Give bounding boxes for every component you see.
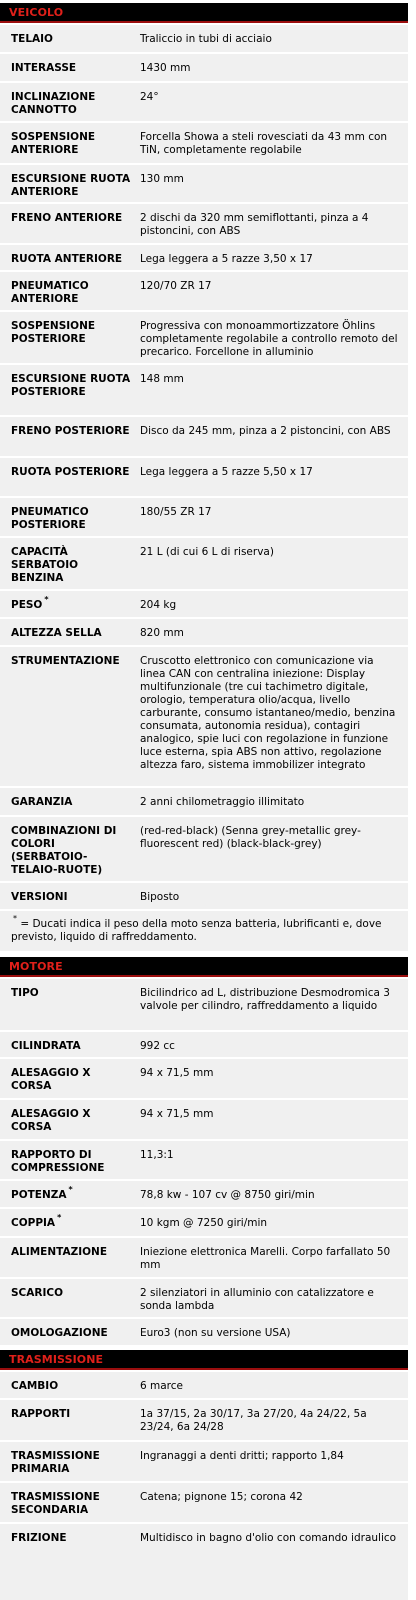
spec-label: TELAIO bbox=[11, 33, 53, 45]
spec-label: PNEUMATICO POSTERIORE bbox=[11, 506, 89, 531]
spec-value: Multidisco in bagno d'olio con comando idraulico bbox=[140, 1532, 397, 1544]
spec-value: Forcella Showa a steli rovesciati da 43 mm con TiN, completamente regolabile bbox=[140, 131, 388, 156]
spec-label: ALESAGGIO X CORSA bbox=[11, 1108, 91, 1133]
spec-label: CILINDRATA bbox=[11, 1040, 81, 1052]
section-title: MOTORE bbox=[9, 960, 63, 973]
spec-value: 180/55 ZR 17 bbox=[140, 506, 212, 518]
spec-label: SOSPENSIONE POSTERIORE bbox=[11, 320, 96, 345]
spec-row-omologazione bbox=[0, 1319, 408, 1347]
spec-value: 24° bbox=[140, 91, 159, 103]
spec-label: CAPACITÀ SERBATOIO BENZINA bbox=[11, 546, 79, 584]
spec-row-freno-anteriore bbox=[0, 204, 408, 245]
spec-row-sospensione-posteriore bbox=[0, 312, 408, 365]
spec-label: COMBINAZIONI DI COLORI (SERBATOIO-TELAIO-RUOTE) bbox=[11, 825, 117, 876]
spec-label: RUOTA POSTERIORE bbox=[11, 466, 130, 478]
spec-label: STRUMENTAZIONE bbox=[11, 655, 120, 667]
section-header-veicolo bbox=[0, 3, 408, 23]
spec-label bbox=[11, 1184, 131, 1202]
spec-label bbox=[11, 594, 131, 612]
footnote-marker: * bbox=[68, 1184, 73, 1194]
spec-row-combinazioni-colori bbox=[0, 817, 408, 883]
spec-row-peso bbox=[0, 591, 408, 619]
spec-label: TIPO bbox=[11, 987, 39, 999]
spec-row-rapporto-compressione bbox=[0, 1141, 408, 1181]
section-title: TRASMISSIONE bbox=[9, 1353, 104, 1366]
spec-value: Biposto bbox=[140, 891, 180, 903]
spec-value: 94 x 71,5 mm bbox=[140, 1067, 214, 1079]
spec-label-text: PESO bbox=[11, 599, 43, 611]
spec-value: 1430 mm bbox=[140, 62, 191, 74]
spec-value: 10 kgm @ 7250 giri/min bbox=[140, 1217, 268, 1229]
spec-value: Bicilindrico ad L, distribuzione Desmodromica 3 valvole per cilindro, raffreddamento a liquido bbox=[140, 987, 390, 1012]
spec-row-cambio bbox=[0, 1372, 408, 1400]
footnote-text bbox=[11, 913, 403, 944]
spec-row-altezza-sella bbox=[0, 619, 408, 647]
spec-row-scarico bbox=[0, 1279, 408, 1319]
spec-label: TRASMISSIONE PRIMARIA bbox=[11, 1450, 100, 1475]
spec-row-pneumatico-posteriore bbox=[0, 498, 408, 538]
spec-row-alesaggio-corsa-2 bbox=[0, 1100, 408, 1141]
spec-label: OMOLOGAZIONE bbox=[11, 1327, 108, 1339]
spec-label: RAPPORTI bbox=[11, 1408, 71, 1420]
spec-label: PNEUMATICO ANTERIORE bbox=[11, 280, 89, 305]
spec-value: 2 anni chilometraggio illimitato bbox=[140, 796, 305, 808]
spec-value: 2 silenziatori in alluminio con catalizzatore e sonda lambda bbox=[140, 1287, 374, 1312]
footnote-body: = Ducati indica il peso della moto senza batteria, lubrificanti e, dove previsto, liquido di raffreddamento. bbox=[11, 918, 382, 943]
spec-row-escursione-ruota-anteriore bbox=[0, 165, 408, 204]
spec-label: INCLINAZIONE CANNOTTO bbox=[11, 91, 96, 116]
spec-label: ESCURSIONE RUOTA POSTERIORE bbox=[11, 373, 131, 398]
spec-value: Lega leggera a 5 razze 5,50 x 17 bbox=[140, 466, 313, 478]
spec-value: Lega leggera a 5 razze 3,50 x 17 bbox=[140, 253, 313, 265]
spec-row-strumentazione bbox=[0, 647, 408, 788]
spec-value: 1a 37/15, 2a 30/17, 3a 27/20, 4a 24/22, 5a 23/24, 6a 24/28 bbox=[140, 1408, 367, 1433]
spec-row-freno-posteriore bbox=[0, 417, 408, 458]
spec-label: SOSPENSIONE ANTERIORE bbox=[11, 131, 96, 156]
spec-label: VERSIONI bbox=[11, 891, 68, 903]
spec-value: 78,8 kw - 107 cv @ 8750 giri/min bbox=[140, 1189, 315, 1201]
spec-value: Iniezione elettronica Marelli. Corpo farfallato 50 mm bbox=[140, 1246, 391, 1271]
spec-row-interasse bbox=[0, 54, 408, 83]
spec-value: 21 L (di cui 6 L di riserva) bbox=[140, 546, 274, 558]
spec-row-ruota-posteriore bbox=[0, 458, 408, 498]
spec-label: GARANZIA bbox=[11, 796, 73, 808]
spec-label: TRASMISSIONE SECONDARIA bbox=[11, 1491, 100, 1516]
spec-row-cilindrata bbox=[0, 1032, 408, 1059]
spec-row-capacita-serbatoio bbox=[0, 538, 408, 591]
spec-label: SCARICO bbox=[11, 1287, 64, 1299]
spec-value: Disco da 245 mm, pinza a 2 pistoncini, con ABS bbox=[140, 425, 391, 437]
spec-label: RAPPORTO DI COMPRESSIONE bbox=[11, 1149, 105, 1174]
spec-row-rapporti bbox=[0, 1400, 408, 1442]
spec-label: CAMBIO bbox=[11, 1380, 59, 1392]
spec-label-text: COPPIA bbox=[11, 1217, 56, 1229]
spec-value: Euro3 (non su versione USA) bbox=[140, 1327, 291, 1339]
spec-value: (red-red-black) (Senna grey-metallic grey-fluorescent red) (black-black-grey) bbox=[140, 825, 361, 850]
spec-label: ALTEZZA SELLA bbox=[11, 627, 102, 639]
section-header-motore bbox=[0, 957, 408, 977]
spec-value: 992 cc bbox=[140, 1040, 175, 1052]
spec-row-coppia bbox=[0, 1209, 408, 1238]
spec-row-garanzia bbox=[0, 788, 408, 817]
spec-value: 6 marce bbox=[140, 1380, 183, 1392]
spec-value: Progressiva con monoammortizzatore Öhlins completamente regolabile a controllo remoto del precarico. Forcellone in alluminio bbox=[140, 320, 398, 358]
section-header-trasmissione bbox=[0, 1350, 408, 1370]
spec-value: Traliccio in tubi di acciaio bbox=[140, 33, 272, 45]
footnote-marker: * bbox=[13, 913, 17, 923]
spec-row-sospensione-anteriore bbox=[0, 123, 408, 165]
spec-label: FRENO POSTERIORE bbox=[11, 425, 130, 437]
spec-label bbox=[11, 1212, 131, 1230]
section-title: VEICOLO bbox=[9, 6, 64, 19]
spec-value: 11,3:1 bbox=[140, 1149, 174, 1161]
spec-row-telaio bbox=[0, 25, 408, 54]
spec-label: ALESAGGIO X CORSA bbox=[11, 1067, 91, 1092]
spec-value: 204 kg bbox=[140, 599, 177, 611]
spec-value: Catena; pignone 15; corona 42 bbox=[140, 1491, 303, 1503]
spec-label: ESCURSIONE RUOTA ANTERIORE bbox=[11, 173, 131, 198]
spec-value: Cruscotto elettronico con comunicazione via linea CAN con centralina iniezione: Display multifunzionale (tre cui tachimetro digitale, orologio, temperatura olio/acqua, livello carburante, consumo istantaneo/medio, benzina consumata, autonomia residua), contagiri analogico, spie luci con regolazione in funzione luce esterna, spia ABS non attivo, regolazione altezza faro, sistema immobilizer integrato bbox=[140, 655, 396, 771]
spec-value: 820 mm bbox=[140, 627, 184, 639]
spec-label-text: POTENZA bbox=[11, 1189, 67, 1201]
spec-row-inclinazione-cannotto bbox=[0, 83, 408, 123]
spec-value: Ingranaggi a denti dritti; rapporto 1,84 bbox=[140, 1450, 344, 1462]
spec-row-escursione-ruota-posteriore bbox=[0, 365, 408, 417]
spec-label: INTERASSE bbox=[11, 62, 77, 74]
footnote-marker: * bbox=[57, 1212, 62, 1222]
spec-value: 148 mm bbox=[140, 373, 184, 385]
spec-row-trasmissione-secondaria bbox=[0, 1483, 408, 1524]
spec-label: RUOTA ANTERIORE bbox=[11, 253, 123, 265]
spec-row-alesaggio-corsa bbox=[0, 1059, 408, 1100]
spec-row-versioni bbox=[0, 883, 408, 911]
spec-row-ruota-anteriore bbox=[0, 245, 408, 272]
spec-value: 2 dischi da 320 mm semiflottanti, pinza a 4 pistoncini, con ABS bbox=[140, 212, 369, 237]
spec-row-tipo bbox=[0, 979, 408, 1032]
spec-row-frizione bbox=[0, 1524, 408, 1600]
spec-row-potenza bbox=[0, 1181, 408, 1209]
spec-value: 130 mm bbox=[140, 173, 184, 185]
spec-row-pneumatico-anteriore bbox=[0, 272, 408, 312]
spec-row-trasmissione-primaria bbox=[0, 1442, 408, 1483]
spec-value: 94 x 71,5 mm bbox=[140, 1108, 214, 1120]
spec-label: ALIMENTAZIONE bbox=[11, 1246, 108, 1258]
spec-row-alimentazione bbox=[0, 1238, 408, 1279]
spec-value: 120/70 ZR 17 bbox=[140, 280, 212, 292]
spec-label: FRENO ANTERIORE bbox=[11, 212, 123, 224]
footnote bbox=[0, 911, 408, 953]
spec-label: FRIZIONE bbox=[11, 1532, 67, 1544]
footnote-marker: * bbox=[44, 594, 49, 604]
